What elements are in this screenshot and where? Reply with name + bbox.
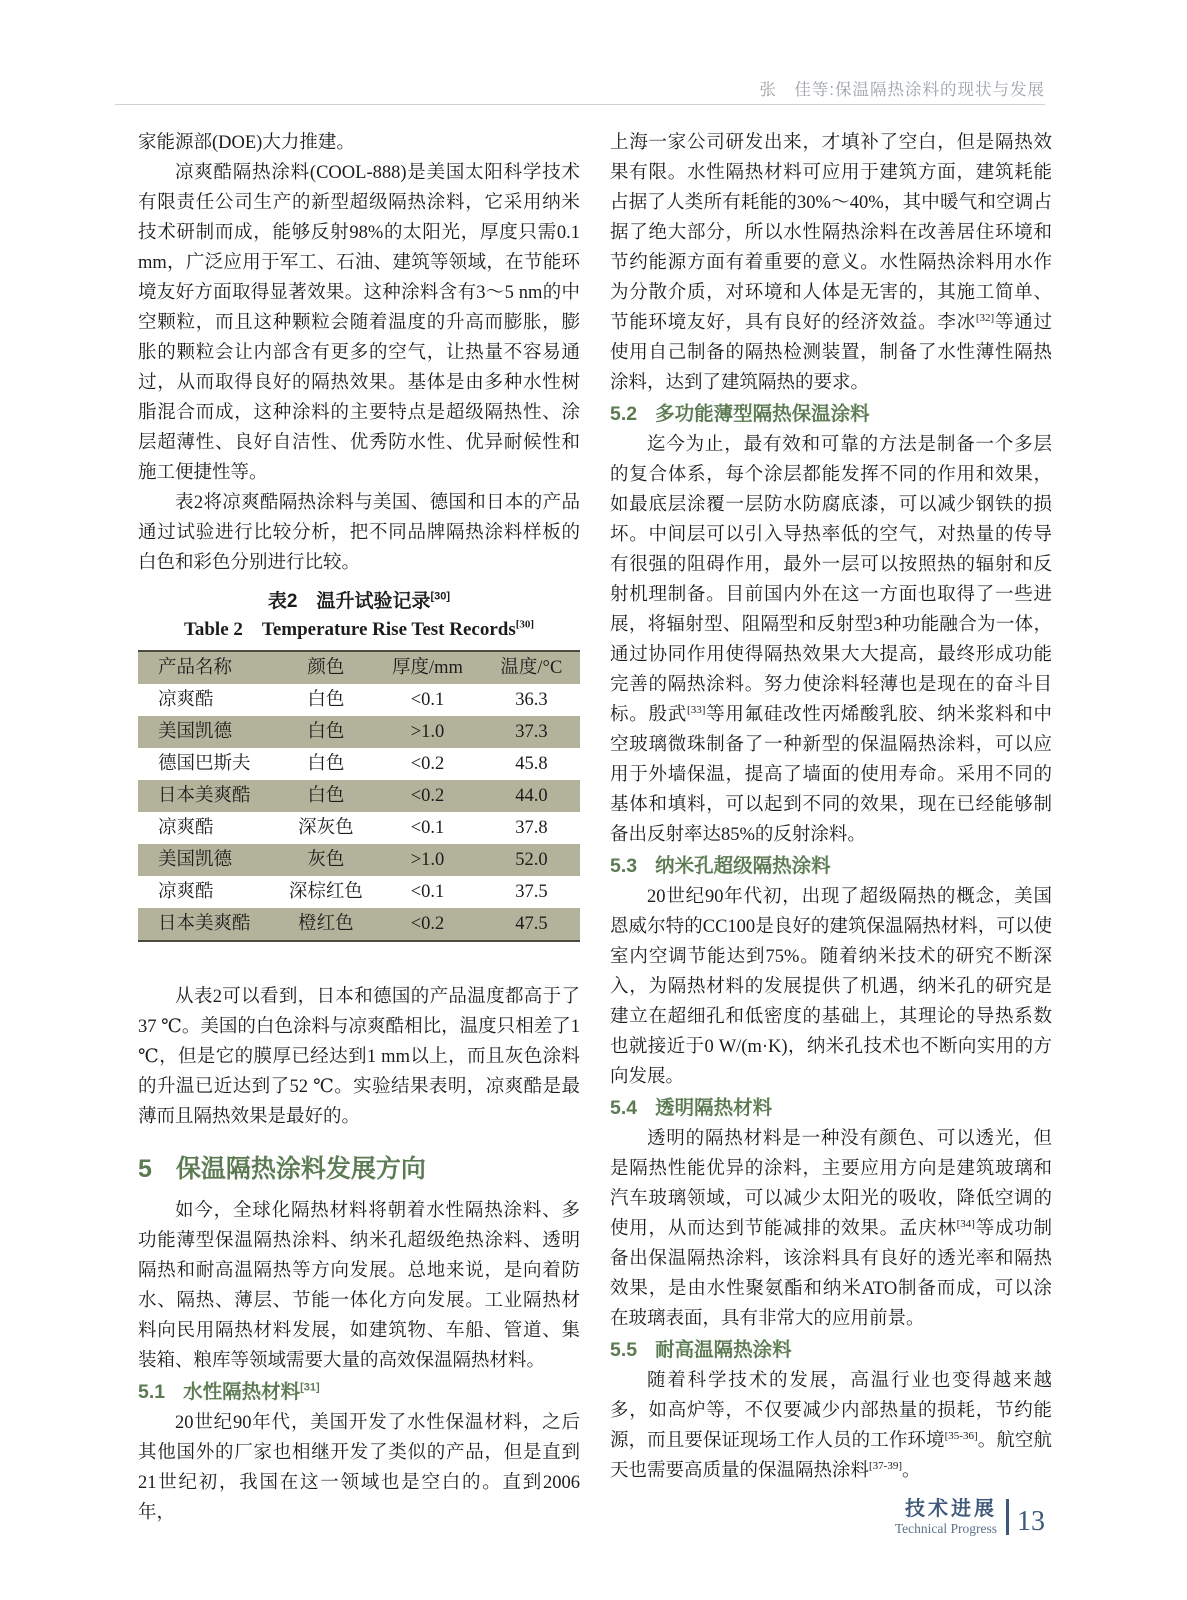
- cell: 凉爽酷: [158, 882, 214, 902]
- paragraph-development-direction: 如今，全球化隔热材料将朝着水性隔热涂料、多功能薄型保温隔热涂料、纳米孔超级绝热涂料、透明隔热和耐高温隔热等方向发展。总地来说，是向着防水、隔热、薄层、节能一体化方向发展。工业隔热材料向民用隔热材料发展，如建筑物、车船、管道、集装箱、粮库等领域需要大量的高效保温隔热材料。: [138, 1201, 580, 1371]
- ref-marker: [37-39]: [869, 1459, 903, 1472]
- cell: 橙红色: [298, 914, 354, 934]
- text-run: 等成功制备出保温隔热涂料，该涂料具有良好的透光率和隔热效果，是由水性聚氨酯和纳米ATO制备而成，可以涂在玻璃表面，具有非常大的应用前景。: [610, 1219, 1052, 1329]
- column-header: 温度/°C: [500, 658, 563, 678]
- cell: 美国凯德: [158, 850, 233, 870]
- section-title: 水性隔热材料: [183, 1381, 301, 1403]
- cell: 36.3: [515, 690, 548, 710]
- right-column: [610, 128, 1052, 1528]
- cell: <0.1: [410, 818, 445, 838]
- cell: 日本美爽酷: [158, 786, 251, 806]
- cell: 44.0: [515, 786, 548, 806]
- page-footer: [895, 1496, 1045, 1538]
- subsection-heading-5-1: [138, 1377, 580, 1407]
- cell: <0.2: [410, 754, 445, 774]
- cell: <0.2: [410, 914, 445, 934]
- cell: 45.8: [515, 754, 548, 774]
- cell: <0.1: [410, 882, 445, 902]
- paragraph-high-temperature: [610, 1366, 1052, 1486]
- header-divider: [115, 104, 1045, 105]
- paragraph-waterborne: 20世纪90年代，美国开发了水性保温材料，之后其他国外的厂家也相继开发了类似的产品，但是直到21世纪初，我国在这一领域也是空白的。直到2006年，: [138, 1413, 580, 1523]
- paragraph-table-intro: 表2将凉爽酷隔热涂料与美国、德国和日本的产品通过试验进行比较分析，把不同品牌隔热涂料样板的白色和彩色分别进行比较。: [138, 493, 580, 573]
- text-run: 透明的隔热材料是一种没有颜色、可以透光，但是隔热性能优异的涂料，主要应用方向是建筑玻璃和汽车玻璃领域，可以减少太阳光的吸收，降低空调的使用，从而达到节能减排的效果。孟庆林: [610, 1129, 1052, 1239]
- table-header-row: [138, 651, 580, 684]
- text-run: 随着科学技术的发展，高温行业也变得越来越多，如高炉等，不仅要减少内部热量的损耗，节约能源，而且要保证现场工作人员的工作环境: [610, 1371, 1052, 1451]
- cell: 白色: [307, 786, 345, 806]
- cell: 47.5: [515, 914, 548, 934]
- footer-section-labels: [895, 1498, 1006, 1537]
- cell: 深棕红色: [288, 882, 363, 902]
- ref-marker: [33]: [687, 703, 706, 716]
- table-row: [138, 780, 580, 812]
- column-header: 产品名称: [158, 658, 233, 678]
- ref-marker: [30]: [430, 590, 451, 603]
- paragraph-cool888: 凉爽酷隔热涂料(COOL-888)是美国太阳科学技术有限责任公司生产的新型超级隔热涂料，它采用纳米技术研制而成，能够反射98%的太阳光，厚度只需0.1 mm，广泛应用于军工、石油、建筑等领域，在节能环境友好方面取得显著效果。这种涂料含有3～5 nm的中空颗粒，而且这种颗粒会随着温度的升高而膨胀，膨胀的颗粒会让内部含有更多的空气，让热量不容易通过，从而取得良好的隔热效果。基体是由多种水性树脂混合而成，这种涂料的主要特点是超级隔热性、涂层超薄性、良好自洁性、优秀防水性、优异耐候性和施工便捷性等。: [138, 163, 580, 483]
- cell: >1.0: [410, 722, 445, 742]
- table-row: [138, 876, 580, 908]
- ref-marker: [31]: [300, 1381, 320, 1394]
- section-title: 纳米孔超级隔热涂料: [655, 855, 831, 877]
- table-row: [138, 812, 580, 844]
- cell: <0.2: [410, 786, 445, 806]
- ref-marker: [30]: [515, 618, 535, 631]
- cell: <0.1: [410, 690, 445, 710]
- table-caption-en-text: Table 2 Temperature Rise Test Records: [183, 619, 516, 640]
- paragraph-nanopore: 20世纪90年代初，出现了超级隔热的概念，美国恩威尔特的CC100是良好的建筑保温隔热材料，可以使室内空调节能达到75%。随着纳米技术的研究不断深入，为隔热材料的发展提供了机遇，纳米孔的研究是建立在超细孔和低密度的基础上，其理论的导热系数也就接近于0 W/(m·K)，纳米孔技术也不断向实用的方向发展。: [610, 887, 1052, 1087]
- cell: 白色: [307, 754, 345, 774]
- table-caption: [138, 588, 580, 644]
- footer-section-cn: 技术进展: [905, 1497, 997, 1520]
- temperature-rise-table: [138, 650, 580, 942]
- section-number: 5.3: [610, 855, 638, 877]
- cell: 灰色: [307, 850, 345, 870]
- text-run: 迄今为止，最有效和可靠的方法是制备一个多层的复合体系，每个涂层都能发挥不同的作用和效果，如最底层涂覆一层防水防腐底漆，可以减少钢铁的损坏。中间层可以引入导热率低的空气，对热量的传导有很强的阻碍作用，最外一层可以按照热的辐射和反射机理制备。目前国内外在这一方面也取得了一些进展，将辐射型、阻隔型和反射型3种功能融合为一体，通过协同作用使得隔热效果大大提高，最终形成功能完善的隔热涂料。努力使涂料轻薄也是现在的奋斗目标。殷武: [610, 435, 1052, 725]
- section-number: 5.5: [610, 1339, 638, 1361]
- text-run: 。: [902, 1461, 921, 1481]
- page-number: 13: [1017, 1506, 1045, 1537]
- section-number: 5.4: [610, 1097, 638, 1119]
- paragraph-doe: 家能源部(DOE)大力推建。: [138, 133, 355, 153]
- table-caption-en: [138, 616, 580, 644]
- subsection-heading-5-3: [610, 851, 1052, 881]
- ref-marker: [34]: [956, 1217, 975, 1230]
- footer-section-en: Technical Progress: [894, 1520, 997, 1536]
- paragraph-multilayer: [610, 430, 1052, 850]
- text-run: 。航空航天也需要高质量的保温隔热涂料: [610, 1431, 1052, 1481]
- cell: 凉爽酷: [158, 818, 214, 838]
- subsection-heading-5-2: [610, 399, 1052, 429]
- cell: 美国凯德: [158, 722, 233, 742]
- column-header: 颜色: [307, 658, 345, 678]
- paragraph-table-analysis: 从表2可以看到，日本和德国的产品温度都高于了37 ℃。美国的白色涂料与凉爽酷相比，温度只相差了1 ℃，但是它的膜厚已经达到1 mm以上，而且灰色涂料的升温已近达到了52 ℃。实验结果表明，凉爽酷是最薄而且隔热效果是最好的。: [138, 987, 580, 1127]
- cell: 德国巴斯夫: [158, 754, 251, 774]
- text-run: 等通过使用自己制备的隔热检测装置，制备了水性薄性隔热涂料，达到了建筑隔热的要求。: [610, 313, 1052, 393]
- section-title: 保温隔热涂料发展方向: [175, 1155, 426, 1183]
- table-row: [138, 716, 580, 748]
- section-number: 5.2: [610, 403, 638, 425]
- table-caption-cn: [138, 588, 580, 616]
- running-head-title: 张 佳等:保温隔热涂料的现状与发展: [759, 81, 1045, 99]
- table-row: [138, 844, 580, 876]
- section-title: 多功能薄型隔热保温涂料: [655, 403, 870, 425]
- table-caption-cn-text: 表2 温升试验记录: [267, 591, 431, 612]
- table-row: [138, 748, 580, 780]
- table-row: [138, 908, 580, 941]
- paragraph-transparent: [610, 1124, 1052, 1334]
- cell: 37.8: [515, 818, 548, 838]
- ref-marker: [35-36]: [944, 1429, 978, 1442]
- paragraph-shanghai: [610, 128, 1052, 398]
- cell: 白色: [307, 690, 345, 710]
- subsection-heading-5-5: [610, 1335, 1052, 1365]
- section-title: 耐高温隔热涂料: [655, 1339, 792, 1361]
- cell: 白色: [307, 722, 345, 742]
- section-number: 5.1: [138, 1381, 166, 1403]
- section-heading-5: [138, 1152, 580, 1186]
- cell: 凉爽酷: [158, 690, 214, 710]
- cell: 日本美爽酷: [158, 914, 251, 934]
- content-columns: [138, 128, 1052, 1528]
- column-header: 厚度/mm: [392, 658, 463, 678]
- left-column: [138, 128, 580, 1528]
- cell: 37.3: [515, 722, 548, 742]
- text-run: 等用氟硅改性丙烯酸乳胶、纳米浆料和中空玻璃微珠制备了一种新型的保温隔热涂料，可以应用于外墙保温，提高了墙面的使用寿命。采用不同的基体和填料，可以起到不同的效果，现在已经能够制备出反射率达85%的反射涂料。: [610, 705, 1052, 845]
- cell: 37.5: [515, 882, 548, 902]
- cell: >1.0: [410, 850, 445, 870]
- section-number: 5: [138, 1155, 152, 1183]
- cell: 52.0: [515, 850, 548, 870]
- cell: 深灰色: [298, 818, 354, 838]
- ref-marker: [32]: [975, 311, 995, 324]
- text-run: 上海一家公司研发出来，才填补了空白，但是隔热效果有限。水性隔热材料可应用于建筑方面，建筑耗能占据了人类所有耗能的30%～40%，其中暖气和空调占据了绝大部分，所以水性隔热涂料在改善居住环境和节约能源方面有着重要的意义。水性隔热涂料用水作为分散介质，对环境和人体是无害的，其施工简单、节能环境友好，具有良好的经济效益。李冰: [610, 133, 1052, 333]
- table-row: [138, 684, 580, 716]
- section-title: 透明隔热材料: [655, 1097, 773, 1119]
- subsection-heading-5-4: [610, 1093, 1052, 1123]
